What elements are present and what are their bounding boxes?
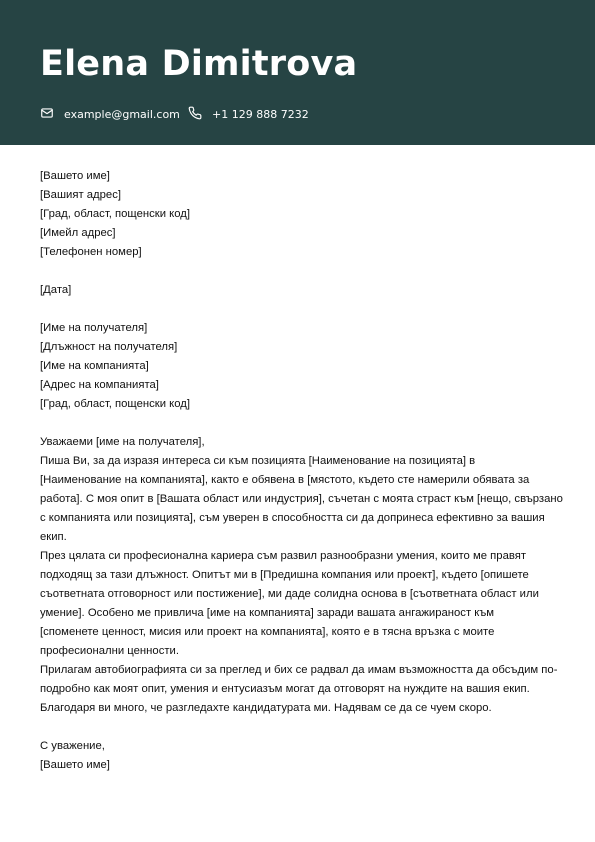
recipient-city: [Град, област, пощенски код] (40, 398, 190, 410)
paragraph-line: [споменете ценност, мисия или проект на компанията], която е в тясна връзка с моите (40, 626, 495, 638)
signature: [Вашето име] (40, 759, 110, 771)
email-text[interactable]: example@gmail.com (64, 108, 180, 121)
paragraph-2 (40, 547, 555, 661)
envelope-icon (40, 106, 64, 123)
letter-body (40, 167, 563, 775)
paragraph-line: с компанията или позицията], съм уверен в способността си да допринеса ефективно за вашия (40, 512, 545, 524)
letter-date: [Дата] (40, 284, 72, 296)
phone-icon (188, 106, 212, 123)
sender-email: [Имейл адрес] (40, 227, 116, 239)
recipient-block (40, 319, 555, 414)
closing: С уважение, (40, 740, 105, 752)
paragraph-line: През цялата си професионална кариера съм развил разнообразни умения, които ме правят (40, 550, 527, 562)
contact-phone (188, 106, 309, 123)
salutation: Уважаеми [име на получателя], (40, 436, 205, 448)
paragraph-line: подходящ за тази длъжност. Опитът ми в [Предишна компания или проект], където [опишете (40, 569, 529, 581)
recipient-address: [Адрес на компанията] (40, 379, 159, 391)
header-banner (0, 0, 595, 145)
applicant-name: Elena Dimitrova (40, 44, 358, 84)
contact-email (40, 106, 180, 123)
sender-block (40, 167, 555, 262)
sender-address: [Вашият адрес] (40, 189, 121, 201)
sender-phone: [Телефонен номер] (40, 246, 142, 258)
recipient-name: [Име на получателя] (40, 322, 148, 334)
paragraph-line: екип. (40, 531, 67, 543)
recipient-company: [Име на компанията] (40, 360, 149, 372)
paragraph-3 (40, 661, 558, 718)
paragraph-line: Прилагам автобиографията си за преглед и бих се радвал да имам възможността да обсъдим по- (40, 664, 558, 676)
paragraph-line: съответната отговорност или постижение], ми даде солидна основа в [съответната област или (40, 588, 539, 600)
paragraph-line: работа]. С моя опит в [Вашата област или индустрия], съчетан с моята страст към [нещо, свързано (40, 493, 563, 505)
sender-city: [Град, област, пощенски код] (40, 208, 190, 220)
paragraph-1 (40, 452, 563, 547)
paragraph-line: умение]. Особено ме привлича [име на компанията] заради вашата ангажираност към (40, 607, 495, 619)
sender-name: [Вашето име] (40, 170, 110, 182)
paragraph-line: Благодаря ви много, че разгледахте кандидатурата ми. Надявам се да се чуем скоро. (40, 702, 492, 714)
paragraph-line: Пиша Ви, за да изразя интереса си към позицията [Наименование на позицията] в (40, 455, 476, 467)
paragraph-line: професионални ценности. (40, 645, 179, 657)
recipient-position: [Длъжност на получателя] (40, 341, 178, 353)
paragraph-line: [Наименование на компанията], както е обявена в [мястото, където сте намерили обявата за (40, 474, 530, 486)
paragraph-line: подробно как моят опит, умения и ентусиазъм могат да отговорят на нуждите на вашия екип. (40, 683, 530, 695)
phone-text[interactable]: +1 129 888 7232 (212, 108, 309, 121)
